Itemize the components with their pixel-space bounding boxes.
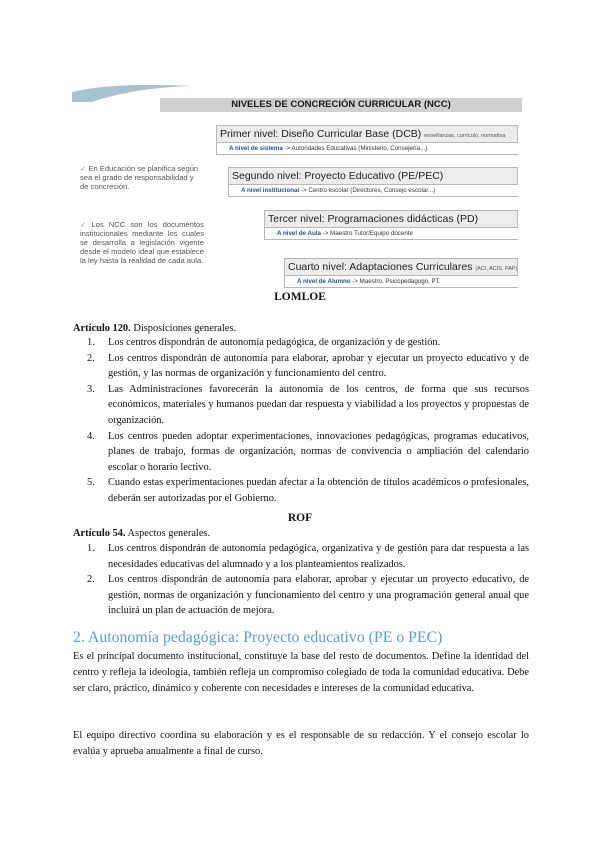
list-item: 4. Los centros pueden adoptar experimentaciones, innovaciones pedagógicas, programas educativos, planes de trabajo, formas de organización, normas de convivencia o ampliación del calendario escolar o horario lectivo. [87,430,529,473]
article-120-title: Artículo 120. Disposiciones generales. [73,323,237,334]
level-scope: A nivel de Alumno -> Maestro, Psicopedagogo, PT. [284,276,518,288]
level-scope: A nivel de Aula -> Maestro Tutor/Equipo docente [264,228,518,240]
lomloe-list [73,335,529,507]
section-2-paragraph-1: Es el principal documento institucional, constituye la base del resto de documentos. Define la identidad del centro y refleja la ideología, también refleja un compromiso colegiado de toda la comunidad educativa. Debe ser claro, práctico, dinámico y coherente con necesidades e intereses de la comunidad educativa. [73,651,529,694]
article-54-title: Artículo 54. Aspectos generales. [73,528,211,539]
diagram-note-ncc-definition [80,220,204,265]
level-title: Tercer nivel: Programaciones didácticas (PD) [264,210,518,228]
note-text: Los NCC son los documentos institucionales mediante los cuales se desarrolla a legislación vigente desde el modelo ideal que establece la ley hasta la realidad de cada aula. [80,220,204,265]
ncc-diagram [72,80,528,285]
note-text: En Educación se planifica según sea el grado de responsabilidad y de concreción. [80,164,199,191]
rof-heading: ROF [287,512,313,524]
rof-list [73,541,529,619]
list-item: 2. Los centros dispondrán de autonomía para elaborar, aprobar y ejecutar un proyecto educativo, de gestión, normas de organización y funcionamiento del centro y una programación general anual que incluirá un plan de actuación de mejora. [87,574,529,617]
list-item: 2. Los centros dispondrán de autonomía para elaborar, aprobar y ejecutar un proyecto educativo y de gestión, y las normas de organización y funcionamiento del centro. [87,352,529,380]
diagram-note-planning [80,164,204,191]
list-item: 1. Los centros dispondrán de autonomía pedagógica, de organización y de gestión. [87,337,441,348]
level-title: Cuarto nivel: Adaptaciones Curriculares (ACI, ACIS, PAP) [284,258,518,276]
list-item: 5. Cuando estas experimentaciones puedan afectar a la obtención de títulos académicos o profesionales, deberán ser autorizadas por el Gobierno. [87,477,529,504]
check-icon: ✓ [80,220,90,229]
level-scope: A nivel institucional -> Centro escolar (Directores, Consejo escolar...) [228,185,518,197]
level-scope: A nivel de sistema -> Autoridades Educativas (Ministerio, Consejería...) [216,143,518,155]
list-item: 1. Los centros dispondrán de autonomía pedagógica, organizativa y de gestión para dar respuesta a las necesidades educativas del alumnado y a los planteamientos realizados. [87,543,529,570]
level-title: Primer nivel: Diseño Curricular Base (DCB) enseñanzas, currículo, normativa [216,125,518,143]
level-title: Segundo nivel: Proyecto Educativo (PE/PEC) [228,167,518,185]
list-item: 3. Las Administraciones favorecerán la autonomía de los centros, de forma que sus recursos económicos, materiales y humanos puedan dar respuesta y viabilidad a los proyectos y propuestas de organización. [87,383,529,426]
level-3-box [264,210,518,240]
level-1-box [216,125,518,155]
level-2-box [228,167,518,197]
section-2-heading: 2. Autonomía pedagógica: Proyecto educativo (PE o PEC) [73,629,443,646]
diagram-title: NIVELES DE CONCRECIÓN CURRICULAR (NCC) [231,99,451,110]
lomloe-heading: LOMLOE [274,291,326,303]
level-4-box [284,258,518,288]
check-icon: ✓ [80,164,87,173]
section-2-paragraph-2: El equipo directivo coordina su elaboración y es el responsable de su redacción. Y el consejo escolar lo evalúa y aprueba anualmente a final de curso. [73,730,529,757]
